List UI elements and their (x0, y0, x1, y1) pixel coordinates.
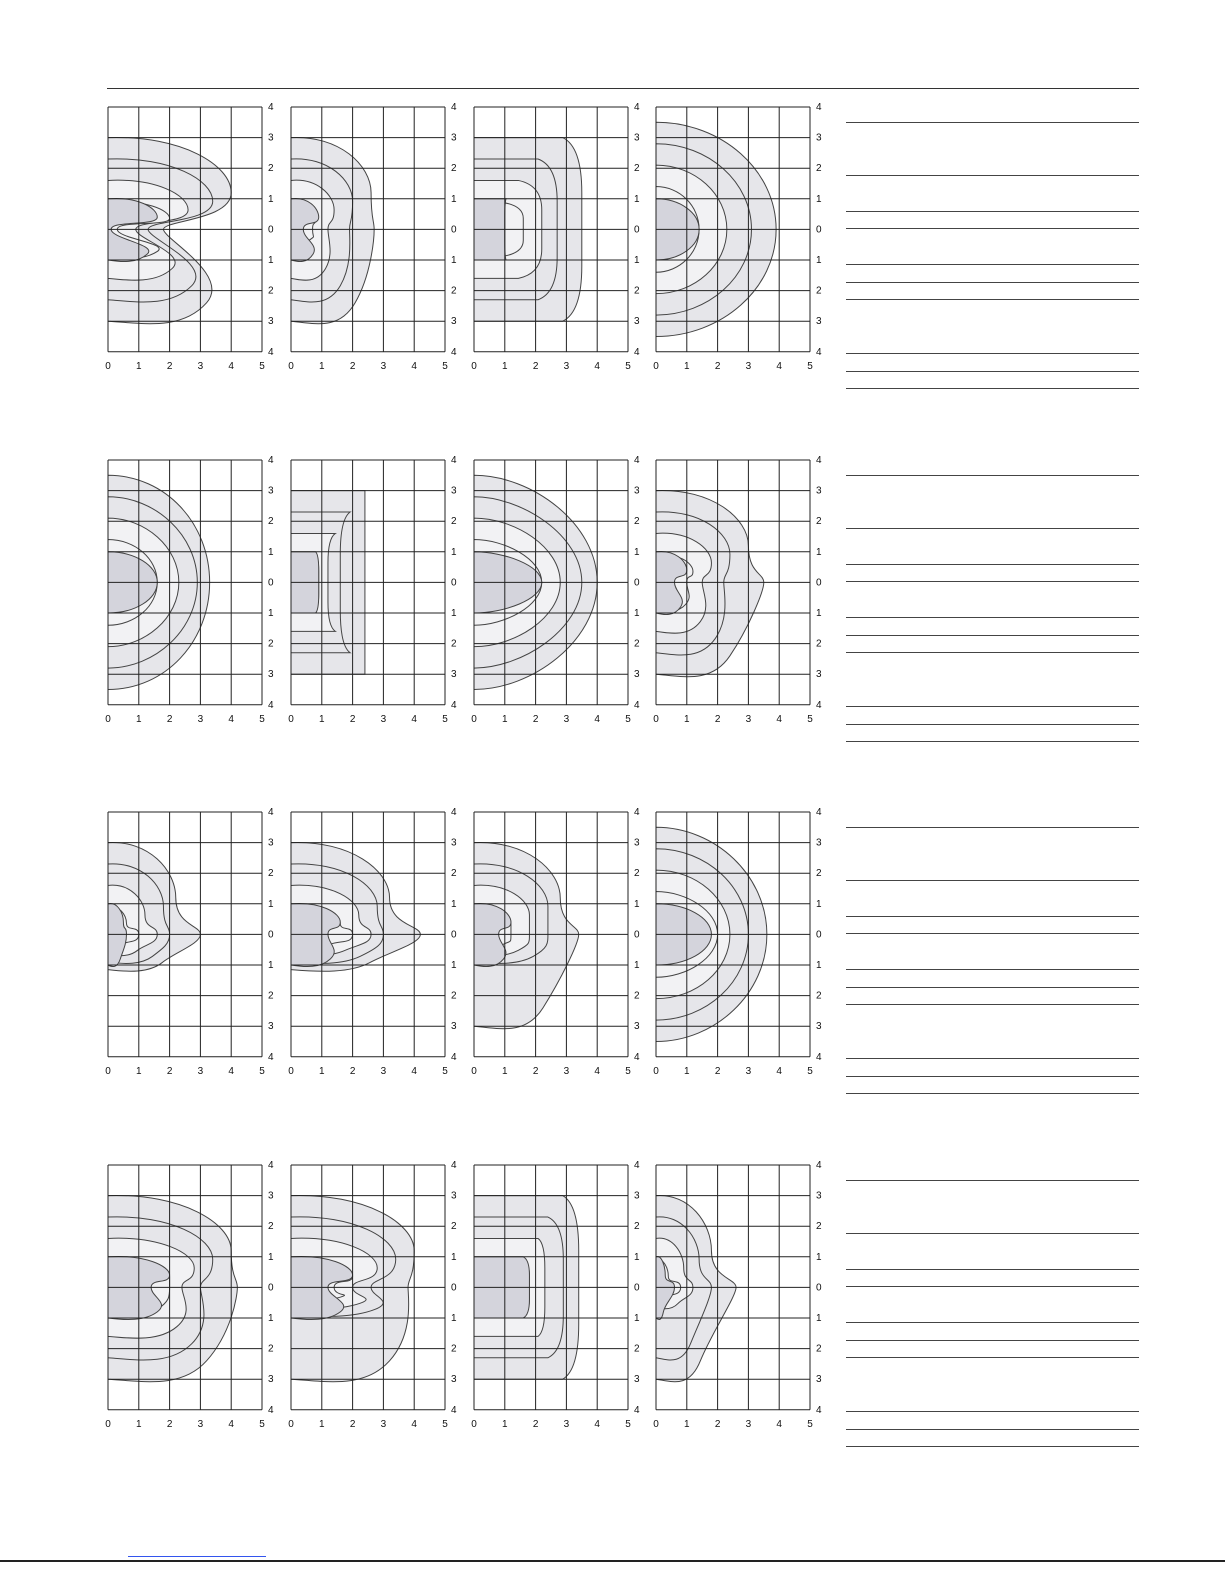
y-tick-label: 2 (634, 1343, 640, 1355)
x-tick-label: 1 (136, 360, 142, 372)
y-tick-label: 4 (268, 1404, 274, 1416)
y-tick-label: 2 (268, 285, 274, 297)
table-rule (846, 1286, 1139, 1287)
y-tick-label: 1 (451, 960, 457, 971)
y-tick-label: 3 (816, 1190, 822, 1202)
x-tick-label: 3 (745, 1065, 752, 1077)
table-rule (846, 264, 1139, 265)
table-rule (846, 1180, 1139, 1181)
y-tick-label: 2 (634, 1221, 640, 1233)
x-tick-label: 4 (594, 713, 600, 725)
table-rule (846, 635, 1139, 636)
y-tick-label: 4 (268, 807, 274, 818)
y-tick-label: 4 (634, 455, 640, 466)
x-tick-label: 2 (532, 360, 539, 372)
y-tick-label: 1 (268, 546, 274, 558)
y-tick-label: 0 (451, 224, 457, 236)
table-rule (846, 617, 1139, 618)
x-tick-label: 2 (349, 1065, 356, 1077)
y-tick-label: 0 (268, 929, 274, 941)
y-tick-label: 1 (268, 608, 274, 619)
isolux-panel (105, 1160, 274, 1430)
y-tick-label: 3 (451, 485, 457, 497)
y-tick-label: 2 (816, 638, 822, 650)
table-rule (846, 880, 1139, 881)
x-tick-label: 4 (411, 1418, 417, 1430)
y-tick-label: 1 (816, 898, 822, 910)
x-tick-label: 3 (745, 1418, 752, 1430)
y-tick-label: 0 (634, 1282, 640, 1294)
y-tick-label: 0 (268, 1282, 274, 1294)
y-tick-label: 1 (634, 608, 640, 619)
x-tick-label: 3 (197, 713, 204, 725)
x-tick-label: 2 (714, 360, 721, 372)
y-tick-label: 4 (634, 1160, 640, 1171)
footer-rule (0, 1560, 1225, 1562)
y-tick-label: 4 (451, 1160, 457, 1171)
y-tick-label: 3 (634, 837, 640, 849)
x-tick-label: 0 (105, 1065, 111, 1077)
y-tick-label: 4 (634, 807, 640, 818)
x-tick-label: 5 (625, 360, 631, 372)
y-tick-label: 1 (634, 898, 640, 910)
y-tick-label: 1 (451, 546, 457, 558)
x-tick-label: 4 (776, 1418, 782, 1430)
table-rule (846, 724, 1139, 725)
y-tick-label: 1 (634, 1251, 640, 1263)
x-tick-label: 0 (288, 1418, 294, 1430)
y-tick-label: 3 (268, 316, 274, 328)
y-tick-label: 3 (816, 1021, 822, 1033)
y-tick-label: 3 (634, 485, 640, 497)
x-tick-label: 0 (653, 1065, 659, 1077)
x-tick-label: 3 (563, 713, 570, 725)
y-tick-label: 3 (268, 132, 274, 144)
y-tick-label: 2 (451, 868, 457, 880)
x-tick-label: 3 (745, 360, 752, 372)
isolux-panel (105, 455, 274, 725)
y-tick-label: 3 (268, 1374, 274, 1386)
x-tick-label: 4 (228, 360, 234, 372)
table-rule (846, 388, 1139, 389)
y-tick-label: 3 (816, 1374, 822, 1386)
x-tick-label: 1 (502, 360, 508, 372)
y-tick-label: 1 (634, 1313, 640, 1324)
y-tick-label: 4 (816, 699, 822, 711)
x-tick-label: 3 (380, 1065, 387, 1077)
y-tick-label: 2 (634, 163, 640, 175)
y-tick-label: 2 (268, 163, 274, 175)
table-rule (846, 741, 1139, 742)
isolux-panel (105, 807, 274, 1077)
y-tick-label: 0 (634, 224, 640, 236)
y-tick-label: 1 (816, 546, 822, 558)
x-tick-label: 4 (776, 713, 782, 725)
x-tick-label: 5 (259, 1065, 265, 1077)
y-tick-label: 3 (451, 1190, 457, 1202)
table-rule (846, 299, 1139, 300)
y-tick-label: 4 (268, 1051, 274, 1063)
y-tick-label: 2 (816, 990, 822, 1002)
x-tick-label: 0 (653, 360, 659, 372)
x-tick-label: 3 (563, 1065, 570, 1077)
x-tick-label: 5 (442, 1418, 448, 1430)
y-tick-label: 3 (634, 1374, 640, 1386)
x-tick-label: 0 (471, 1418, 477, 1430)
x-tick-label: 3 (197, 1418, 204, 1430)
x-tick-label: 2 (166, 713, 173, 725)
y-tick-label: 3 (634, 1021, 640, 1033)
y-tick-label: 1 (268, 1313, 274, 1324)
y-tick-label: 1 (451, 1313, 457, 1324)
table-rule (846, 211, 1139, 212)
y-tick-label: 1 (634, 546, 640, 558)
table-rule (846, 933, 1139, 934)
y-tick-label: 3 (816, 485, 822, 497)
y-tick-label: 4 (268, 346, 274, 358)
y-tick-label: 4 (816, 1160, 822, 1171)
y-tick-label: 3 (268, 1190, 274, 1202)
y-tick-label: 1 (268, 193, 274, 205)
y-tick-label: 1 (634, 255, 640, 266)
x-tick-label: 4 (594, 360, 600, 372)
x-tick-label: 5 (807, 360, 813, 372)
x-tick-label: 2 (714, 1065, 721, 1077)
y-tick-label: 4 (634, 346, 640, 358)
table-rule (846, 1093, 1139, 1094)
y-tick-label: 3 (451, 316, 457, 328)
x-tick-label: 2 (166, 1418, 173, 1430)
y-tick-label: 4 (634, 102, 640, 113)
table-rule (846, 228, 1139, 229)
y-tick-label: 1 (816, 193, 822, 205)
x-tick-label: 1 (136, 1065, 142, 1077)
x-tick-label: 4 (228, 1418, 234, 1430)
x-tick-label: 1 (136, 1418, 142, 1430)
y-tick-label: 2 (634, 516, 640, 528)
isolux-panel (653, 455, 822, 725)
x-tick-label: 1 (684, 360, 690, 372)
y-tick-label: 2 (268, 1343, 274, 1355)
y-tick-label: 4 (451, 102, 457, 113)
x-tick-label: 0 (288, 360, 294, 372)
table-rule (846, 1322, 1139, 1323)
table-rule (846, 916, 1139, 917)
x-tick-label: 1 (319, 1418, 325, 1430)
y-tick-label: 3 (451, 1021, 457, 1033)
y-tick-label: 0 (451, 1282, 457, 1294)
x-tick-label: 0 (471, 1065, 477, 1077)
y-tick-label: 4 (451, 1404, 457, 1416)
y-tick-label: 0 (816, 1282, 822, 1294)
y-tick-label: 1 (451, 1251, 457, 1263)
x-tick-label: 5 (259, 360, 265, 372)
y-tick-label: 3 (451, 1374, 457, 1386)
x-tick-label: 4 (228, 713, 234, 725)
x-tick-label: 3 (745, 713, 752, 725)
y-tick-label: 2 (634, 990, 640, 1002)
x-tick-label: 5 (807, 713, 813, 725)
y-tick-label: 0 (816, 224, 822, 236)
y-tick-label: 0 (634, 577, 640, 589)
x-tick-label: 3 (197, 1065, 204, 1077)
y-tick-label: 2 (451, 285, 457, 297)
y-tick-label: 2 (816, 285, 822, 297)
table-rule (846, 581, 1139, 582)
y-tick-label: 0 (816, 577, 822, 589)
y-tick-label: 1 (451, 898, 457, 910)
y-tick-label: 2 (816, 1221, 822, 1233)
y-tick-label: 1 (816, 960, 822, 971)
y-tick-label: 0 (451, 577, 457, 589)
table-rule (846, 175, 1139, 176)
y-tick-label: 1 (268, 255, 274, 266)
x-tick-label: 0 (288, 713, 294, 725)
isolux-panel (288, 455, 457, 725)
x-tick-label: 0 (471, 360, 477, 372)
y-tick-label: 0 (816, 929, 822, 941)
x-tick-label: 2 (349, 360, 356, 372)
table-rule (846, 122, 1139, 123)
y-tick-label: 3 (816, 316, 822, 328)
x-tick-label: 2 (349, 713, 356, 725)
y-tick-label: 3 (268, 837, 274, 849)
table-rule (846, 652, 1139, 653)
footer-link-underline[interactable] (128, 1556, 266, 1557)
y-tick-label: 3 (268, 485, 274, 497)
y-tick-label: 2 (451, 1221, 457, 1233)
isolux-panel (471, 455, 640, 725)
y-tick-label: 2 (451, 163, 457, 175)
y-tick-label: 1 (816, 608, 822, 619)
y-tick-label: 1 (816, 1251, 822, 1263)
y-tick-label: 0 (634, 929, 640, 941)
x-tick-label: 1 (502, 1065, 508, 1077)
x-tick-label: 4 (776, 360, 782, 372)
table-rule (846, 353, 1139, 354)
table-rule (846, 1058, 1139, 1059)
x-tick-label: 0 (471, 713, 477, 725)
x-tick-label: 1 (684, 1065, 690, 1077)
table-rule (846, 564, 1139, 565)
table-rule (846, 282, 1139, 283)
x-tick-label: 0 (653, 1418, 659, 1430)
table-rule (846, 827, 1139, 828)
x-tick-label: 1 (502, 1418, 508, 1430)
x-tick-label: 4 (594, 1418, 600, 1430)
x-tick-label: 5 (625, 1418, 631, 1430)
y-tick-label: 1 (451, 608, 457, 619)
x-tick-label: 3 (197, 360, 204, 372)
table-rule (846, 1004, 1139, 1005)
y-tick-label: 4 (451, 455, 457, 466)
x-tick-label: 0 (288, 1065, 294, 1077)
y-tick-label: 2 (816, 1343, 822, 1355)
x-tick-label: 1 (684, 713, 690, 725)
x-tick-label: 3 (380, 713, 387, 725)
isolux-panel (653, 807, 822, 1077)
x-tick-label: 5 (442, 713, 448, 725)
y-tick-label: 2 (816, 163, 822, 175)
table-rule (846, 1076, 1139, 1077)
y-tick-label: 4 (451, 346, 457, 358)
y-tick-label: 0 (268, 577, 274, 589)
y-tick-label: 1 (268, 898, 274, 910)
y-tick-label: 3 (816, 669, 822, 681)
isolux-panel (653, 1160, 822, 1430)
isolux-panel (105, 102, 274, 372)
y-tick-label: 3 (634, 316, 640, 328)
x-tick-label: 4 (594, 1065, 600, 1077)
y-tick-label: 3 (451, 132, 457, 144)
y-tick-label: 4 (451, 699, 457, 711)
y-tick-label: 2 (451, 1343, 457, 1355)
x-tick-label: 2 (532, 1418, 539, 1430)
table-rule (846, 475, 1139, 476)
y-tick-label: 2 (268, 990, 274, 1002)
x-tick-label: 1 (502, 713, 508, 725)
table-rule (846, 1233, 1139, 1234)
x-tick-label: 0 (105, 360, 111, 372)
isolux-panel (471, 807, 640, 1077)
x-tick-label: 0 (105, 713, 111, 725)
y-tick-label: 3 (816, 132, 822, 144)
y-tick-label: 1 (816, 1313, 822, 1324)
x-tick-label: 4 (228, 1065, 234, 1077)
table-rule (846, 969, 1139, 970)
x-tick-label: 1 (319, 713, 325, 725)
y-tick-label: 4 (634, 1051, 640, 1063)
x-tick-label: 4 (411, 360, 417, 372)
x-tick-label: 2 (714, 713, 721, 725)
y-tick-label: 3 (268, 669, 274, 681)
x-tick-label: 3 (380, 360, 387, 372)
y-tick-label: 1 (451, 193, 457, 205)
y-tick-label: 3 (816, 837, 822, 849)
y-tick-label: 4 (634, 1404, 640, 1416)
x-tick-label: 5 (625, 1065, 631, 1077)
x-tick-label: 5 (807, 1418, 813, 1430)
x-tick-label: 2 (166, 1065, 173, 1077)
x-tick-label: 5 (442, 360, 448, 372)
y-tick-label: 2 (816, 516, 822, 528)
x-tick-label: 1 (684, 1418, 690, 1430)
y-tick-label: 1 (634, 960, 640, 971)
y-tick-label: 1 (268, 960, 274, 971)
y-tick-label: 1 (268, 1251, 274, 1263)
x-tick-label: 5 (259, 713, 265, 725)
table-rule (846, 987, 1139, 988)
isolux-panel (288, 1160, 457, 1430)
y-tick-label: 4 (268, 102, 274, 113)
table-rule (846, 528, 1139, 529)
isolux-panel (288, 102, 457, 372)
y-tick-label: 4 (268, 699, 274, 711)
x-tick-label: 4 (776, 1065, 782, 1077)
table-rule (846, 371, 1139, 372)
x-tick-label: 2 (166, 360, 173, 372)
y-tick-label: 3 (451, 669, 457, 681)
y-tick-label: 2 (634, 285, 640, 297)
isolux-panel (471, 102, 640, 372)
y-tick-label: 3 (268, 1021, 274, 1033)
y-tick-label: 4 (634, 699, 640, 711)
x-tick-label: 5 (625, 713, 631, 725)
y-tick-label: 2 (268, 868, 274, 880)
y-tick-label: 4 (816, 455, 822, 466)
y-tick-label: 4 (268, 1160, 274, 1171)
x-tick-label: 4 (411, 713, 417, 725)
y-tick-label: 1 (451, 255, 457, 266)
x-tick-label: 2 (714, 1418, 721, 1430)
x-tick-label: 5 (442, 1065, 448, 1077)
x-tick-label: 2 (532, 713, 539, 725)
y-tick-label: 2 (268, 638, 274, 650)
y-tick-label: 4 (816, 1404, 822, 1416)
x-tick-label: 2 (349, 1418, 356, 1430)
y-tick-label: 4 (816, 807, 822, 818)
table-rule (846, 1429, 1139, 1430)
table-rule (846, 706, 1139, 707)
x-tick-label: 1 (319, 360, 325, 372)
table-rule (846, 1411, 1139, 1412)
x-tick-label: 3 (380, 1418, 387, 1430)
y-tick-label: 4 (816, 346, 822, 358)
x-tick-label: 2 (532, 1065, 539, 1077)
y-tick-label: 2 (634, 868, 640, 880)
y-tick-label: 0 (268, 224, 274, 236)
table-rule (846, 1446, 1139, 1447)
y-tick-label: 4 (451, 1051, 457, 1063)
x-tick-label: 1 (319, 1065, 325, 1077)
isolux-panel (288, 807, 457, 1077)
x-tick-label: 4 (411, 1065, 417, 1077)
x-tick-label: 3 (563, 360, 570, 372)
y-tick-label: 2 (268, 1221, 274, 1233)
y-tick-label: 4 (268, 455, 274, 466)
x-tick-label: 3 (563, 1418, 570, 1430)
table-rule (846, 1340, 1139, 1341)
x-tick-label: 0 (105, 1418, 111, 1430)
y-tick-label: 1 (816, 255, 822, 266)
y-tick-label: 2 (451, 990, 457, 1002)
isolux-panel (653, 102, 822, 372)
y-tick-label: 4 (451, 807, 457, 818)
y-tick-label: 2 (634, 638, 640, 650)
y-tick-label: 4 (816, 1051, 822, 1063)
y-tick-label: 2 (451, 638, 457, 650)
x-tick-label: 0 (653, 713, 659, 725)
x-tick-label: 5 (807, 1065, 813, 1077)
y-tick-label: 3 (634, 1190, 640, 1202)
y-tick-label: 2 (268, 516, 274, 528)
table-rule (846, 1357, 1139, 1358)
isolux-panel (471, 1160, 640, 1430)
y-tick-label: 0 (451, 929, 457, 941)
y-tick-label: 3 (634, 669, 640, 681)
y-tick-label: 4 (816, 102, 822, 113)
y-tick-label: 2 (816, 868, 822, 880)
y-tick-label: 3 (451, 837, 457, 849)
y-tick-label: 3 (634, 132, 640, 144)
y-tick-label: 2 (451, 516, 457, 528)
x-tick-label: 5 (259, 1418, 265, 1430)
x-tick-label: 1 (136, 713, 142, 725)
table-rule (846, 1269, 1139, 1270)
y-tick-label: 1 (634, 193, 640, 205)
